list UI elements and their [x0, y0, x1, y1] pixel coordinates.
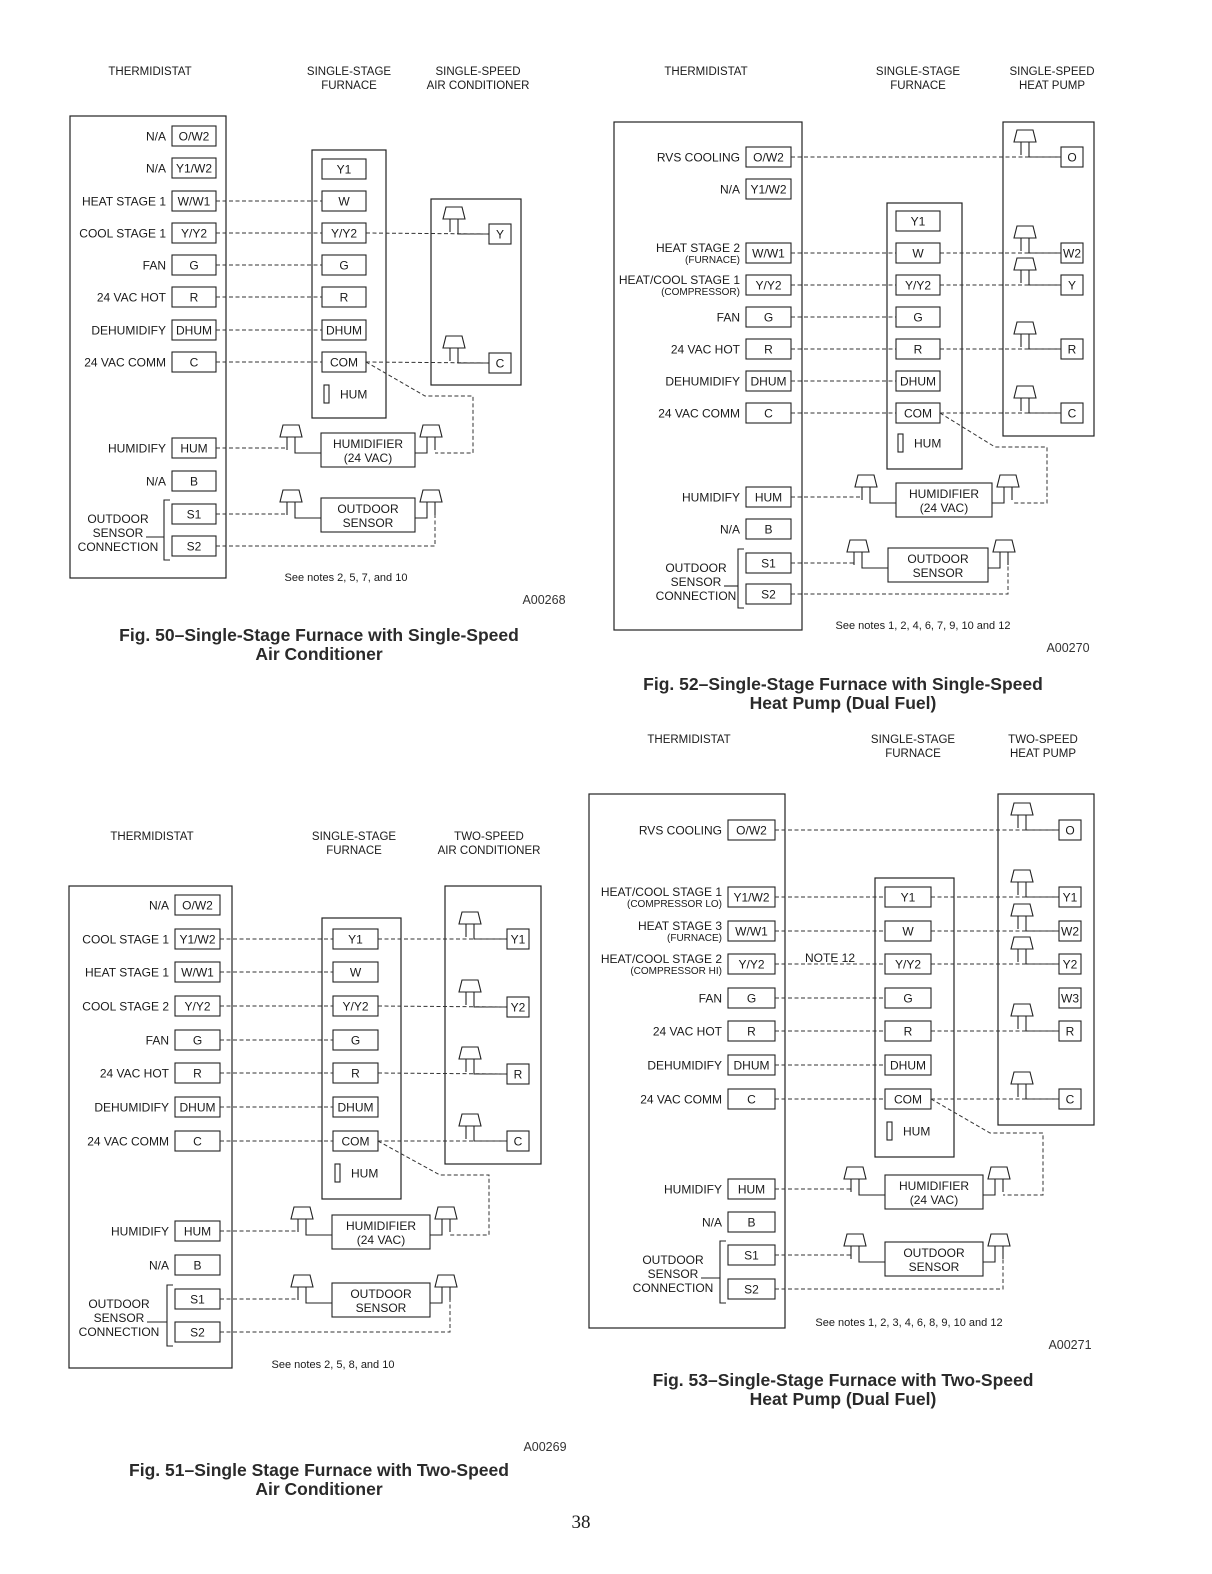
outdoor-sensor-connection-label: CONNECTION [77, 540, 159, 554]
terminal-code: W/W1 [177, 194, 211, 209]
furnace-terminal-hum: HUM [340, 387, 368, 402]
furnace-terminal-code: COM [894, 1092, 922, 1107]
terminal-code: R [747, 1024, 756, 1039]
note-12-label: NOTE 12 [804, 951, 856, 965]
column-header-outdoor: HEAT PUMP [1009, 748, 1077, 760]
device-lug-icon [459, 980, 481, 1005]
figure-caption: Fig. 50–Single-Stage Furnace with Single-Speed [119, 625, 519, 645]
furnace-panel [312, 150, 386, 418]
column-header-furnace: SINGLE-STAGE [306, 66, 392, 78]
humidifier-lead [295, 450, 321, 453]
column-header-outdoor: TWO-SPEED [1008, 734, 1078, 746]
device-lug-icon [459, 912, 481, 937]
column-header-outdoor: TWO-SPEED [454, 831, 524, 843]
furnace-hum-indicator [887, 1122, 892, 1140]
terminal-code: B [747, 1215, 756, 1230]
outdoor-sensor-label: SENSOR [912, 566, 964, 580]
terminal-code: Y1/W2 [750, 182, 787, 197]
device-lug-icon [997, 475, 1019, 500]
terminal-label: N/A [145, 161, 166, 176]
terminal-code: C [764, 406, 773, 421]
terminal-label: N/A [719, 182, 740, 197]
outdoor-terminal-code: C [513, 1134, 523, 1149]
furnace-terminal-code: G [339, 258, 349, 273]
furnace-terminal-code: R [351, 1066, 360, 1081]
device-lug-icon [1014, 258, 1036, 283]
outdoor-terminal-code: Y [495, 227, 505, 242]
furnace-panel [322, 918, 401, 1199]
figure-code: A00271 [1048, 1338, 1092, 1352]
terminal-sublabel: (COMPRESSOR LO) [626, 899, 722, 910]
humidifier-label: (24 VAC) [356, 1233, 406, 1247]
terminal-label: HUMIDIFY [682, 490, 740, 505]
outdoor-sensor-label: OUTDOOR [907, 552, 969, 566]
wire-furnace-outdoor [366, 362, 489, 363]
outdoor-terminal-code: Y1 [510, 932, 526, 947]
device-lug-icon [1011, 937, 1033, 962]
terminal-label: 24 VAC COMM [87, 1134, 169, 1149]
terminal-code: S1 [744, 1248, 759, 1263]
humidifier-label: HUMIDIFIER [346, 1219, 416, 1233]
sensor-lead [430, 1300, 442, 1303]
device-lug-icon [459, 1047, 481, 1072]
terminal-label: HEAT STAGE 2 [655, 241, 740, 255]
terminal-label: N/A [719, 522, 740, 537]
outdoor-sensor-label: SENSOR [908, 1260, 960, 1274]
terminal-code: Y1/W2 [179, 932, 216, 947]
terminal-label: N/A [148, 1258, 169, 1273]
sensor-lead [415, 515, 427, 518]
furnace-terminal-code: W [912, 246, 924, 261]
humidifier-label: HUMIDIFIER [333, 437, 403, 451]
terminal-code: S1 [761, 556, 776, 571]
figure-fig52 [614, 66, 1095, 713]
terminal-code: O/W2 [182, 898, 213, 913]
column-header-furnace: SINGLE-STAGE [870, 734, 956, 746]
terminal-code: HUM [180, 441, 208, 456]
furnace-terminal-code: Y1 [900, 890, 916, 905]
humidifier-label: (24 VAC) [909, 1193, 959, 1207]
figure-code: A00270 [1046, 641, 1090, 655]
terminal-code: B [193, 1258, 202, 1273]
figure-notes: See notes 1, 2, 3, 4, 6, 8, 9, 10 and 12 [815, 1317, 1003, 1329]
humidifier-label: HUMIDIFIER [899, 1179, 969, 1193]
terminal-code: HUM [754, 490, 783, 505]
terminal-code: G [192, 1033, 203, 1048]
sensor-bracket [164, 500, 170, 560]
device-lug-icon [1011, 870, 1033, 895]
outdoor-terminal-code: R [1067, 342, 1077, 357]
outdoor-sensor-connection-label: OUTDOOR [642, 1253, 704, 1267]
outdoor-terminal-code: Y1 [1062, 890, 1078, 905]
terminal-sublabel: (FURNACE) [667, 933, 722, 944]
terminal-code: R [189, 290, 199, 305]
humidifier-lead [983, 1192, 995, 1195]
device-lug-icon [1014, 226, 1036, 251]
outdoor-sensor-connection-label: CONNECTION [78, 1325, 160, 1339]
humidifier-lead [859, 1192, 885, 1195]
terminal-code: DHUM [176, 323, 212, 338]
terminal-label: FAN [145, 1033, 169, 1048]
sensor-lead [862, 565, 888, 568]
outdoor-terminal-code: W2 [1061, 924, 1079, 939]
terminal-code: Y/Y2 [184, 999, 211, 1014]
device-lug-icon [988, 1234, 1010, 1259]
furnace-terminal-code: Y1 [336, 162, 352, 177]
terminal-label: FAN [142, 258, 166, 273]
device-lug-icon [1011, 803, 1033, 828]
terminal-code: G [189, 258, 199, 273]
outdoor-sensor-label: SENSOR [342, 516, 394, 530]
sensor-lead [306, 1300, 332, 1303]
terminal-label: 24 VAC HOT [670, 342, 740, 357]
column-header-furnace: FURNACE [326, 845, 382, 857]
furnace-terminal-code: Y/Y2 [342, 999, 369, 1014]
terminal-code: DHUM [179, 1100, 216, 1115]
figure-fig53 [589, 734, 1094, 1409]
outdoor-terminal-code: Y2 [510, 1000, 526, 1015]
figure-caption: Fig. 52–Single-Stage Furnace with Single-Speed [643, 674, 1043, 694]
terminal-code: B [764, 522, 773, 537]
terminal-label: N/A [145, 474, 166, 489]
terminal-code: G [763, 310, 774, 325]
figure-caption: Heat Pump (Dual Fuel) [749, 693, 937, 713]
terminal-label: HUMIDIFY [664, 1182, 722, 1197]
figure-caption: Fig. 53–Single-Stage Furnace with Two-Speed [652, 1370, 1034, 1390]
figure-caption: Fig. 51–Single Stage Furnace with Two-Speed [129, 1460, 509, 1480]
device-lug-icon [459, 1114, 481, 1139]
outdoor-terminal-code: C [1065, 1092, 1075, 1107]
furnace-terminal-code: COM [341, 1134, 370, 1149]
terminal-label: FAN [698, 991, 722, 1006]
furnace-terminal-code: DHUM [326, 323, 362, 338]
column-header-furnace: FURNACE [321, 80, 377, 92]
furnace-terminal-code: R [339, 290, 349, 305]
furnace-terminal-code: W [338, 194, 350, 209]
column-header-furnace: FURNACE [890, 80, 946, 92]
terminal-label: DEHUMIDIFY [665, 374, 740, 389]
figure-code: A00268 [522, 593, 566, 607]
column-header-outdoor: HEAT PUMP [1018, 80, 1086, 92]
furnace-terminal-code: Y1 [910, 214, 926, 229]
terminal-code: R [764, 342, 773, 357]
furnace-terminal-code: Y/Y2 [330, 226, 358, 241]
device-lug-icon [855, 475, 877, 500]
terminal-label: 24 VAC COMM [84, 355, 166, 370]
terminal-code: Y1/W2 [733, 890, 770, 905]
outdoor-sensor-label: OUTDOOR [350, 1287, 412, 1301]
furnace-terminal-code: Y/Y2 [894, 957, 922, 972]
figure-caption: Air Conditioner [255, 1479, 383, 1499]
terminal-code: C [747, 1092, 756, 1107]
sensor-lead [295, 515, 321, 518]
device-lug-icon [435, 1275, 457, 1300]
terminal-code: C [193, 1134, 202, 1149]
terminal-label: RVS COOLING [638, 823, 722, 838]
terminal-code: HUM [183, 1224, 212, 1239]
device-lug-icon [280, 425, 302, 450]
furnace-terminal-code: R [913, 342, 923, 357]
sensor-bracket [720, 1241, 726, 1303]
outdoor-terminal-code: Y [1067, 278, 1077, 293]
terminal-label: HEAT STAGE 3 [637, 919, 722, 933]
furnace-terminal-code: COM [904, 406, 932, 421]
column-header-thermostat: THERMIDISTAT [110, 831, 194, 843]
terminal-label: HEAT/COOL STAGE 1 [618, 273, 740, 287]
device-lug-icon [420, 490, 442, 515]
furnace-hum-indicator [335, 1164, 340, 1182]
terminal-label: HEAT/COOL STAGE 2 [600, 952, 722, 966]
terminal-code: W/W1 [181, 965, 214, 980]
terminal-code: G [746, 991, 757, 1006]
column-header-furnace: SINGLE-STAGE [311, 831, 397, 843]
device-lug-icon [1011, 904, 1033, 929]
device-lug-icon [420, 425, 442, 450]
furnace-terminal-code: G [903, 991, 913, 1006]
furnace-terminal-hum: HUM [914, 436, 942, 451]
terminal-code: Y/Y2 [738, 957, 765, 972]
terminal-label: N/A [701, 1215, 722, 1230]
terminal-label: N/A [145, 129, 166, 144]
terminal-label: HEAT STAGE 1 [84, 965, 169, 980]
furnace-panel [875, 878, 954, 1157]
terminal-code: Y/Y2 [180, 226, 208, 241]
furnace-terminal-code: W [349, 965, 362, 980]
column-header-thermostat: THERMIDISTAT [647, 734, 731, 746]
humidifier-label: (24 VAC) [919, 501, 969, 515]
terminal-label: DEHUMIDIFY [91, 323, 166, 338]
terminal-code: S2 [190, 1325, 205, 1340]
outdoor-sensor-connection-label: OUTDOOR [665, 561, 727, 575]
terminal-code: S2 [744, 1282, 759, 1297]
furnace-terminal-code: G [350, 1033, 361, 1048]
terminal-label: COOL STAGE 1 [79, 226, 166, 241]
terminal-label: HEAT/COOL STAGE 1 [600, 885, 722, 899]
terminal-label: 24 VAC COMM [640, 1092, 722, 1107]
sensor-lead [988, 565, 1000, 568]
outdoor-terminal-code: R [513, 1067, 523, 1082]
terminal-label: HUMIDIFY [108, 441, 166, 456]
figure-caption: Air Conditioner [255, 644, 383, 664]
terminal-label: 24 VAC HOT [99, 1066, 169, 1081]
sensor-lead [983, 1259, 995, 1262]
device-lug-icon [280, 490, 302, 515]
furnace-hum-indicator [898, 434, 903, 452]
device-lug-icon [844, 1167, 866, 1192]
column-header-outdoor: SINGLE-SPEED [1009, 66, 1095, 78]
terminal-label: 24 VAC COMM [658, 406, 740, 421]
humidifier-label: HUMIDIFIER [909, 487, 979, 501]
outdoor-terminal-code: C [1067, 406, 1077, 421]
figure-code: A00269 [523, 1440, 567, 1454]
terminal-label: HUMIDIFY [111, 1224, 169, 1239]
furnace-terminal-hum: HUM [903, 1124, 931, 1139]
figure-notes: See notes 1, 2, 4, 6, 7, 9, 10 and 12 [835, 620, 1011, 632]
terminal-code: S2 [186, 539, 202, 554]
terminal-label: DEHUMIDIFY [94, 1100, 169, 1115]
device-lug-icon [1014, 322, 1036, 347]
figure-fig50 [70, 66, 566, 664]
outdoor-sensor-connection-label: OUTDOOR [88, 1297, 150, 1311]
terminal-code: W/W1 [752, 246, 785, 261]
terminal-code: O/W2 [753, 150, 784, 165]
outdoor-sensor-connection-label: SENSOR [93, 1311, 145, 1325]
humidifier-lead [870, 500, 896, 503]
outdoor-sensor-connection-label: CONNECTION [632, 1281, 714, 1295]
furnace-terminal-hum: HUM [351, 1166, 379, 1181]
terminal-code: DHUM [733, 1058, 770, 1073]
terminal-code: S2 [761, 587, 776, 602]
figure-notes: See notes 2, 5, 7, and 10 [284, 572, 408, 584]
outdoor-terminal-code: O [1065, 823, 1075, 838]
terminal-label: FAN [716, 310, 740, 325]
furnace-hum-indicator [324, 385, 329, 403]
device-lug-icon [443, 336, 465, 361]
terminal-sublabel: (COMPRESSOR HI) [630, 966, 722, 977]
terminal-label: COOL STAGE 2 [82, 999, 169, 1014]
terminal-code: O/W2 [178, 129, 210, 144]
terminal-label: 24 VAC HOT [96, 290, 166, 305]
outdoor-terminal-code: C [495, 356, 505, 371]
device-lug-icon [435, 1207, 457, 1232]
device-lug-icon [291, 1207, 313, 1232]
wire-furnace-outdoor [366, 233, 489, 234]
device-lug-icon [1014, 386, 1036, 411]
outdoor-sensor-connection-label: SENSOR [670, 575, 722, 589]
terminal-sublabel: (COMPRESSOR) [661, 287, 740, 298]
terminal-code: HUM [737, 1182, 766, 1197]
terminal-label: HEAT STAGE 1 [81, 194, 166, 209]
terminal-label: RVS COOLING [656, 150, 740, 165]
device-lug-icon [988, 1167, 1010, 1192]
outdoor-sensor-label: SENSOR [355, 1301, 407, 1315]
figure-fig51 [69, 831, 567, 1499]
furnace-terminal-code: DHUM [337, 1100, 374, 1115]
column-header-furnace: FURNACE [885, 748, 941, 760]
outdoor-terminal-code: W3 [1061, 991, 1079, 1006]
column-header-thermostat: THERMIDISTAT [664, 66, 748, 78]
outdoor-terminal-code: W2 [1063, 246, 1081, 261]
humidifier-lead [430, 1232, 442, 1235]
humidifier-label: (24 VAC) [343, 451, 393, 465]
humidifier-lead [306, 1232, 332, 1235]
column-header-outdoor: SINGLE-SPEED [435, 66, 521, 78]
outdoor-sensor-connection-label: OUTDOOR [87, 512, 149, 526]
device-lug-icon [291, 1275, 313, 1300]
terminal-code: Y1/W2 [175, 161, 213, 176]
terminal-code: S1 [186, 507, 202, 522]
column-header-thermostat: THERMIDISTAT [108, 66, 192, 78]
outdoor-sensor-connection-label: CONNECTION [655, 589, 737, 603]
outdoor-terminal-code: O [1067, 150, 1077, 165]
furnace-terminal-code: G [913, 310, 923, 325]
device-lug-icon [1011, 1004, 1033, 1029]
page-number: 38 [571, 1512, 591, 1533]
terminal-code: S1 [190, 1292, 205, 1307]
terminal-code: DHUM [750, 374, 787, 389]
device-lug-icon [1014, 130, 1036, 155]
furnace-terminal-code: DHUM [890, 1058, 926, 1073]
sensor-lead [859, 1259, 885, 1262]
figure-caption: Heat Pump (Dual Fuel) [749, 1389, 937, 1409]
outdoor-sensor-label: OUTDOOR [337, 502, 399, 516]
device-lug-icon [443, 207, 465, 232]
terminal-label: DEHUMIDIFY [647, 1058, 722, 1073]
sensor-bracket [738, 549, 744, 608]
outdoor-sensor-connection-label: SENSOR [647, 1267, 699, 1281]
humidifier-lead [415, 450, 427, 453]
terminal-code: C [189, 355, 199, 370]
outdoor-terminal-code: Y2 [1062, 957, 1078, 972]
furnace-terminal-code: DHUM [900, 374, 936, 389]
device-lug-icon [993, 540, 1015, 565]
furnace-terminal-code: R [903, 1024, 913, 1039]
terminal-code: R [193, 1066, 202, 1081]
humidifier-lead [992, 500, 1004, 503]
terminal-code: W/W1 [735, 924, 768, 939]
device-lug-icon [1011, 1072, 1033, 1097]
furnace-terminal-code: COM [330, 355, 358, 370]
terminal-label: N/A [148, 898, 169, 913]
device-lug-icon [847, 540, 869, 565]
terminal-label: 24 VAC HOT [652, 1024, 722, 1039]
column-header-outdoor: AIR CONDITIONER [437, 845, 541, 857]
terminal-code: B [189, 474, 199, 489]
terminal-label: COOL STAGE 1 [82, 932, 169, 947]
figure-notes: See notes 2, 5, 8, and 10 [271, 1359, 395, 1371]
furnace-terminal-code: Y/Y2 [904, 278, 932, 293]
terminal-sublabel: (FURNACE) [685, 255, 740, 266]
furnace-terminal-code: Y1 [348, 932, 363, 947]
outdoor-sensor-connection-label: SENSOR [92, 526, 144, 540]
column-header-furnace: SINGLE-STAGE [875, 66, 961, 78]
outdoor-sensor-label: OUTDOOR [903, 1246, 965, 1260]
sensor-bracket [167, 1285, 173, 1346]
furnace-terminal-code: W [902, 924, 914, 939]
terminal-code: O/W2 [736, 823, 767, 838]
column-header-outdoor: AIR CONDITIONER [426, 80, 530, 92]
outdoor-terminal-code: R [1065, 1024, 1075, 1039]
terminal-code: Y/Y2 [755, 278, 782, 293]
